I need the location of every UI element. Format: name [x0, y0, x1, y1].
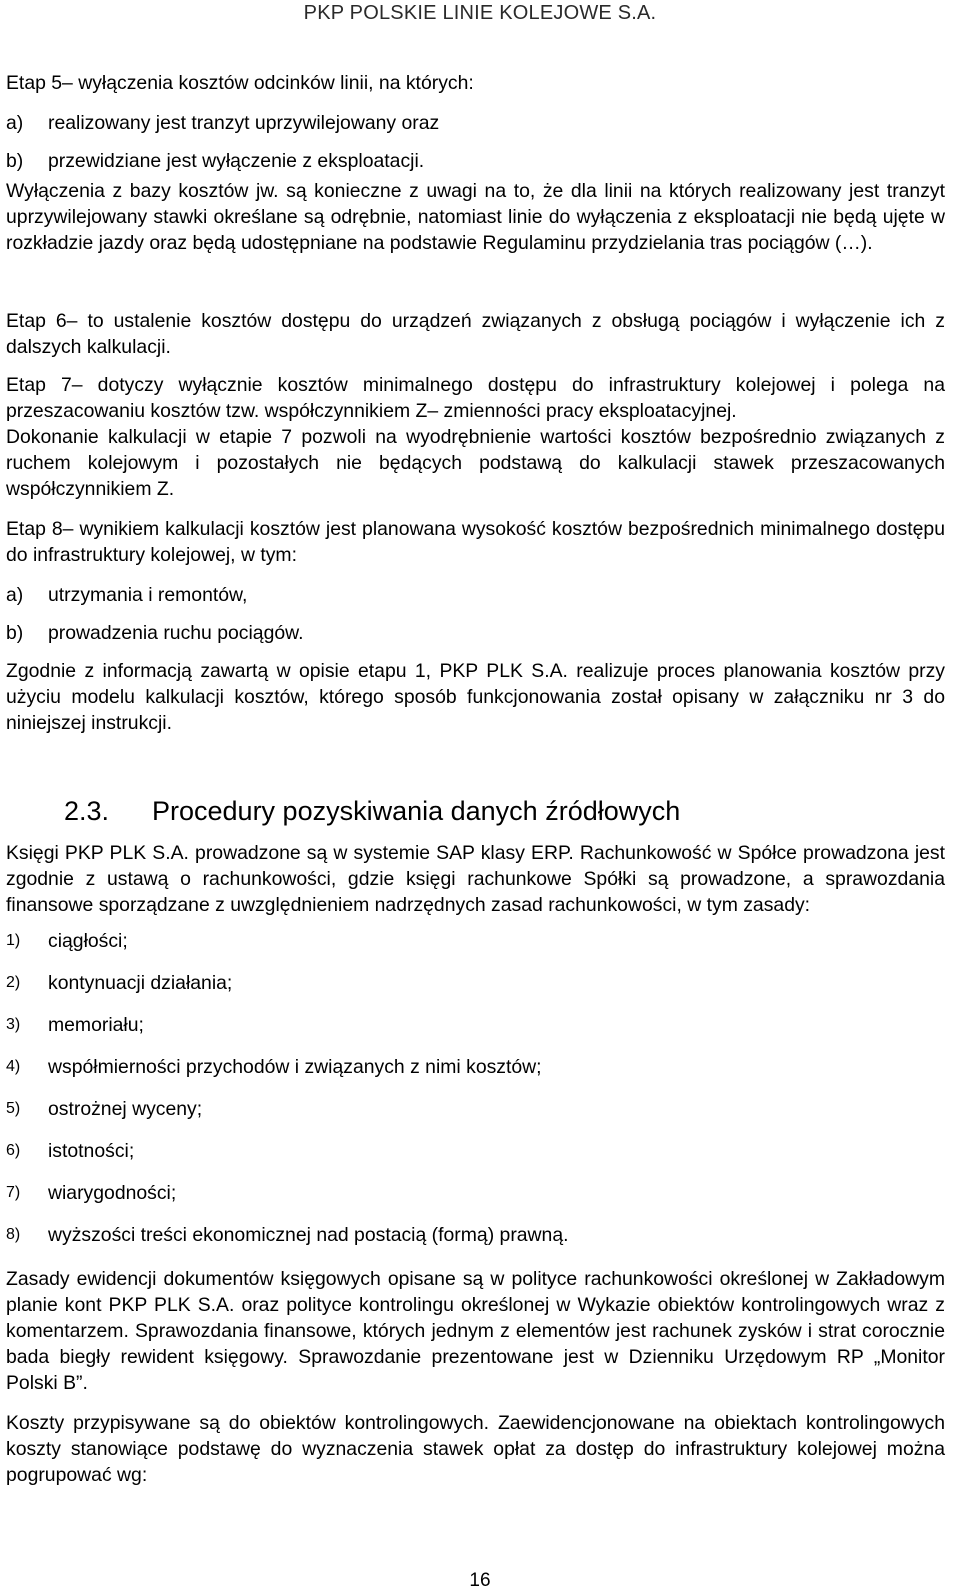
principles-list-7 — [6, 1180, 945, 1206]
etap5-paragraph-block — [6, 178, 945, 256]
list-marker: 2) — [6, 974, 21, 991]
principles-list-1 — [6, 928, 945, 954]
list-item — [6, 970, 945, 996]
principles-list-3 — [6, 1012, 945, 1038]
list-marker: 7) — [6, 1184, 21, 1201]
etap7-paragraph-2: Dokonanie kalkulacji w etapie 7 pozwoli na wyodrębnienie wartości kosztów bezpośrednio związanych z ruchem kolejowym i pozostałych nie będących podstawą do kalkulacji stawek przeszacowanych współczynnikiem Z. — [6, 426, 945, 500]
principles-list-4 — [6, 1054, 945, 1080]
list-item — [6, 1012, 945, 1038]
list-item — [6, 148, 945, 174]
list-item — [6, 928, 945, 954]
list-marker: b) — [6, 622, 24, 644]
list-item-text: memoriału; — [48, 1014, 144, 1036]
etap6-block — [6, 308, 945, 360]
list-item — [6, 1096, 945, 1122]
etap7-paragraph-1: Etap 7– dotyczy wyłącznie kosztów minimalnego dostępu do infrastruktury kolejowej i polega na przeszacowaniu kosztów tzw. współczynnikiem Z– zmienności pracy eksploatacyjnej. — [6, 374, 945, 422]
list-item-text: ciągłości; — [48, 930, 128, 952]
list-item — [6, 1138, 945, 1164]
section-intro-block — [6, 840, 945, 918]
etap5-list-b — [6, 148, 945, 174]
list-item-text: prowadzenia ruchu pociągów. — [48, 622, 304, 644]
accounting-paragraph-block — [6, 1266, 945, 1396]
etap8-intro: Etap 8– wynikiem kalkulacji kosztów jest planowana wysokość kosztów bezpośrednich minimalnego dostępu do infrastruktury kolejowej, w tym: — [6, 518, 945, 566]
list-marker: 3) — [6, 1016, 21, 1033]
list-item — [6, 582, 945, 608]
list-item-text: realizowany jest tranzyt uprzywilejowany oraz — [48, 112, 440, 134]
etap5-paragraph: Wyłączenia z bazy kosztów jw. są konieczne z uwagi na to, że dla linii na których realizowany jest tranzyt uprzywilejowany stawki określane są odrębnie, natomiast linie do wyłączenia z eksploatacji nie będą ujęte w rozkładzie jazdy oraz będą udostępniane na podstawie Regulaminu przydzielania tras pociągów (…). — [6, 180, 945, 254]
section-title: Procedury pozyskiwania danych źródłowych — [152, 796, 681, 826]
etap5-list — [6, 110, 945, 136]
etap5-intro: Etap 5– wyłączenia kosztów odcinków linii, na których: — [6, 72, 474, 94]
list-item-text: ostrożnej wyceny; — [48, 1098, 203, 1120]
principles-list-8 — [6, 1222, 945, 1248]
list-item — [6, 1180, 945, 1206]
principles-list-5 — [6, 1096, 945, 1122]
etap7-block — [6, 372, 945, 502]
section-intro: Księgi PKP PLK S.A. prowadzone są w systemie SAP klasy ERP. Rachunkowość w Spółce prowadzona jest zgodnie z ustawą o rachunkowości, gdzie księgi rachunkowe Spółki są prowadzone, a sprawozdania finansowe sporządzane z uwzględnieniem nadrzędnych zasad rachunkowości, w tym zasady: — [6, 842, 945, 916]
list-marker: 6) — [6, 1142, 21, 1159]
section-heading — [64, 794, 680, 828]
section-number: 2.3. — [64, 796, 110, 826]
list-item-text: wiarygodności; — [48, 1182, 177, 1204]
list-marker: a) — [6, 584, 24, 606]
list-item — [6, 110, 945, 136]
costs-paragraph: Koszty przypisywane są do obiektów kontrolingowych. Zaewidencjonowane na obiektach kontrolingowych koszty stanowiące podstawę do wyznaczenia stawek opłat za dostęp do infrastruktury kolejowej można pogrupować wg: — [6, 1412, 945, 1486]
list-item-text: wyższości treści ekonomicznej nad postacią (formą) prawną. — [48, 1224, 569, 1246]
list-marker: b) — [6, 150, 24, 172]
list-item-text: przewidziane jest wyłączenie z eksploatacji. — [48, 150, 425, 172]
etap8-list-a — [6, 582, 945, 608]
list-marker: 4) — [6, 1058, 21, 1075]
costs-paragraph-block — [6, 1410, 945, 1488]
page-header: PKP POLSKIE LINIE KOLEJOWE S.A. — [303, 2, 657, 24]
list-item — [6, 1054, 945, 1080]
etap8-paragraph: Zgodnie z informacją zawartą w opisie etapu 1, PKP PLK S.A. realizuje proces planowania kosztów przy użyciu modelu kalkulacji kosztów, którego sposób funkcjonowania został opisany w załączniku nr 3 do niniejszej instrukcji. — [6, 660, 945, 734]
list-item-text: współmierności przychodów i związanych z nimi kosztów; — [48, 1056, 542, 1078]
list-marker: 1) — [6, 932, 21, 949]
list-item-text: utrzymania i remontów, — [48, 584, 248, 606]
principles-list-6 — [6, 1138, 945, 1164]
principles-list-2 — [6, 970, 945, 996]
etap8-paragraph-block — [6, 658, 945, 736]
etap5-section — [6, 70, 945, 96]
list-marker: a) — [6, 112, 24, 134]
accounting-paragraph: Zasady ewidencji dokumentów księgowych opisane są w polityce rachunkowości określonej w Zakładowym planie kont PKP PLK S.A. oraz polityce kontrolingu określonej w Wykazie obiektów kontrolingowych wraz z komentarzem. Sprawozdania finansowe, których jednym z elementów jest rachunek zysków i strat corocznie bada biegły rewident księgowy. Sprawozdanie prezentowane jest w Dzienniku Urzędowym RP „Monitor Polski B”. — [6, 1268, 945, 1394]
page-number: 16 — [469, 1570, 491, 1591]
list-marker: 5) — [6, 1100, 21, 1117]
list-marker: 8) — [6, 1226, 21, 1243]
etap8-block — [6, 516, 945, 568]
list-item-text: kontynuacji działania; — [48, 972, 233, 994]
etap8-list-b — [6, 620, 945, 646]
list-item — [6, 1222, 945, 1248]
list-item-text: istotności; — [48, 1140, 135, 1162]
list-item — [6, 620, 945, 646]
etap6-paragraph: Etap 6– to ustalenie kosztów dostępu do urządzeń związanych z obsługą pociągów i wyłączenie ich z dalszych kalkulacji. — [6, 310, 945, 358]
